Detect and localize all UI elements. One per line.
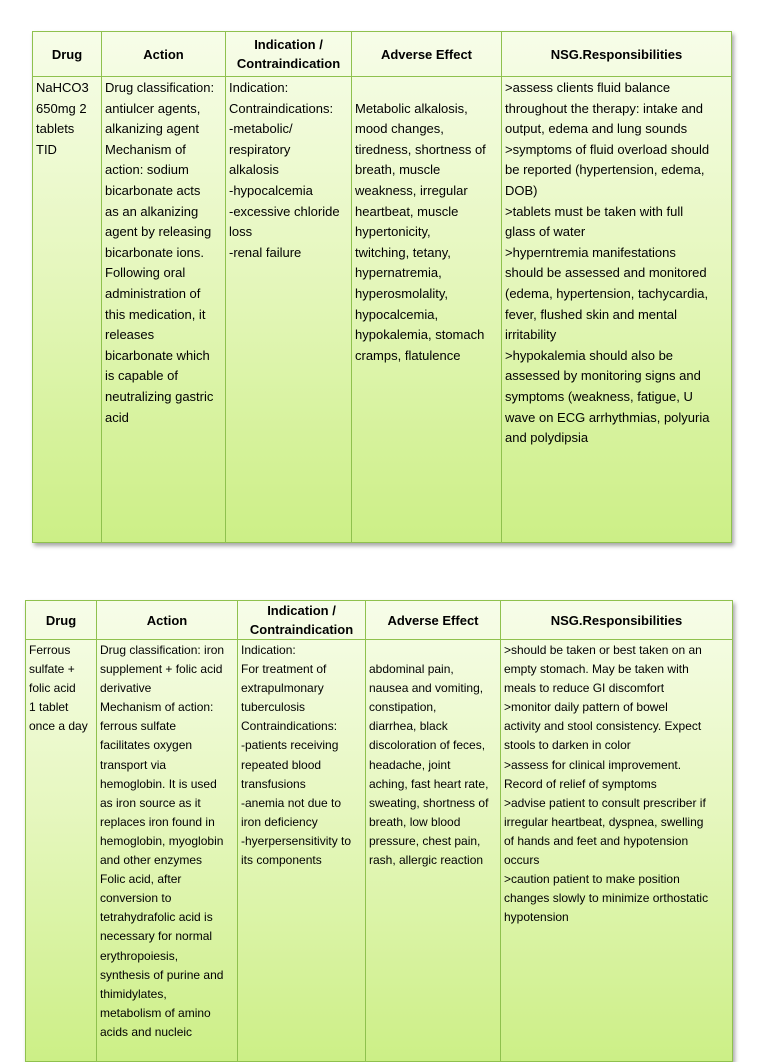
- cell-text-line: sulfate +: [29, 662, 75, 677]
- cell-text-line: its components: [241, 853, 322, 868]
- cell-text-line: sweating, shortness of: [369, 795, 489, 810]
- cell-text-line: breath, muscle: [355, 162, 441, 178]
- cell-nsg-responsibilities: [502, 77, 732, 543]
- cell-text-line: respiratory: [229, 141, 291, 157]
- cell-text-line: hypotension: [504, 910, 569, 925]
- cell-text-line: be reported (hypertension, edema,: [505, 162, 705, 178]
- cell-text-line: activity and stool consistency. Expect: [504, 719, 702, 734]
- cell-adverse-effect: [366, 640, 501, 1062]
- cell-text-line: heartbeat, muscle: [355, 203, 459, 219]
- cell-text-line: cramps, flatulence: [355, 347, 461, 363]
- cell-text-line: acids and nucleic: [100, 1024, 193, 1039]
- cell-text-line: twitching, tetany,: [355, 244, 451, 260]
- cell-text-line: derivative: [100, 681, 152, 696]
- cell-text-line: changes slowly to minimize orthostatic: [504, 891, 709, 906]
- cell-text-line: Metabolic alkalosis,: [355, 100, 468, 116]
- cell-text-line: >should be taken or best taken on an: [504, 643, 702, 657]
- cell-text-line: Indication:: [241, 643, 296, 657]
- cell-text-line: breath, low blood: [369, 814, 461, 829]
- cell-text-line: -patients receiving: [241, 738, 339, 753]
- header-action: Action: [97, 601, 238, 640]
- cell-text-line: tetrahydrafolic acid is: [100, 910, 213, 925]
- drug-table-sodium-bicarbonate: [32, 31, 732, 543]
- cell-text-line: TID: [36, 141, 57, 157]
- cell-text-line: and polydipsia: [505, 430, 589, 446]
- header-action: Action: [102, 32, 226, 77]
- cell-text-line: >monitor daily pattern of bowel: [504, 700, 668, 715]
- cell-text-line: -renal failure: [229, 244, 302, 260]
- table-row: [33, 77, 732, 543]
- cell-text-line: glass of water: [505, 224, 586, 240]
- cell-text-line: Drug classification: iron: [100, 643, 225, 657]
- cell-text-line: [355, 78, 498, 99]
- cell-text-line: Ferrous: [29, 643, 71, 657]
- cell-text-line: occurs: [504, 853, 540, 868]
- cell-text-line: meals to reduce GI discomfort: [504, 681, 665, 696]
- header-adverse-effect: Adverse Effect: [352, 32, 502, 77]
- cell-text-line: diarrhea, black: [369, 719, 448, 734]
- cell-text-line: headache, joint: [369, 757, 451, 772]
- cell-text-line: pressure, chest pain,: [369, 833, 481, 848]
- cell-text-line: abdominal pain,: [369, 662, 454, 677]
- cell-drug: [26, 640, 97, 1062]
- cell-text-line: Following oral: [105, 265, 186, 281]
- cell-text-line: -hyerpersensitivity to: [241, 833, 352, 848]
- cell-text-line: tablets: [36, 121, 75, 137]
- cell-text-line: Contraindications:: [241, 719, 338, 734]
- header-adverse-effect: Adverse Effect: [366, 601, 501, 640]
- cell-text-line: synthesis of purine and: [100, 967, 224, 982]
- header-nsg-responsibilities: NSG.Responsibilities: [501, 601, 733, 640]
- cell-text-line: For treatment of: [241, 662, 327, 677]
- cell-text-line: >symptoms of fluid overload should: [505, 141, 710, 157]
- cell-text-line: administration of: [105, 285, 201, 301]
- cell-text-line: loss: [229, 224, 253, 240]
- cell-text-line: alkalosis: [229, 162, 279, 178]
- cell-text-line: 650mg 2: [36, 100, 87, 116]
- header-nsg-responsibilities: NSG.Responsibilities: [502, 32, 732, 77]
- cell-text-line: >assess for clinical improvement.: [504, 757, 682, 772]
- cell-text-line: tiredness, shortness of: [355, 141, 486, 157]
- cell-text-line: Record of relief of symptoms: [504, 776, 657, 791]
- cell-text-line: folic acid: [29, 681, 76, 696]
- cell-text-line: once a day: [29, 719, 88, 734]
- cell-text-line: acid: [105, 409, 129, 425]
- cell-text-line: >tablets must be taken with full: [505, 203, 684, 219]
- cell-text-line: symptoms (weakness, fatigue, U: [505, 388, 693, 404]
- cell-text-line: Indication:: [229, 80, 289, 95]
- table-row: [26, 640, 733, 1062]
- header-indication-contraindication: Indication / Contraindication: [238, 601, 366, 640]
- cell-text-line: irregular heartbeat, dyspnea, swelling: [504, 814, 704, 829]
- cell-text-line: as an alkanizing: [105, 203, 199, 219]
- cell-text-line: output, edema and lung sounds: [505, 121, 688, 137]
- cell-text-line: hemoglobin, myoglobin: [100, 833, 224, 848]
- cell-text-line: action: sodium: [105, 162, 189, 178]
- cell-nsg-responsibilities: [501, 640, 733, 1062]
- table-header-row: [26, 601, 733, 640]
- table-header-row: [33, 32, 732, 77]
- cell-text-line: of hands and feet and hypotension: [504, 833, 689, 848]
- cell-text-line: and other enzymes: [100, 853, 203, 868]
- cell-text-line: rash, allergic reaction: [369, 853, 484, 868]
- cell-text-line: >caution patient to make position: [504, 872, 680, 887]
- cell-text-line: fever, flushed skin and mental: [505, 306, 677, 322]
- cell-text-line: repeated blood: [241, 757, 322, 772]
- cell-text-line: is capable of: [105, 368, 178, 384]
- cell-text-line: bicarbonate acts: [105, 182, 201, 198]
- cell-text-line: bicarbonate ions.: [105, 244, 205, 260]
- header-drug: Drug: [26, 601, 97, 640]
- cell-indication: [238, 640, 366, 1062]
- cell-text-line: Mechanism of action:: [100, 700, 214, 715]
- cell-text-line: antiulcer agents,: [105, 100, 201, 116]
- cell-text-line: ferrous sulfate: [100, 719, 177, 734]
- cell-drug: [33, 77, 102, 543]
- cell-text-line: transfusions: [241, 776, 306, 791]
- cell-text-line: metabolism of amino: [100, 1005, 211, 1020]
- cell-text-line: hypokalemia, stomach: [355, 327, 485, 343]
- cell-action: [102, 77, 226, 543]
- cell-text-line: >advise patient to consult prescriber if: [504, 795, 706, 810]
- cell-text-line: thimidylates,: [100, 986, 167, 1001]
- cell-text-line: this medication, it: [105, 306, 206, 322]
- cell-text-line: transport via: [100, 757, 167, 772]
- drug-table-ferrous-sulfate: [25, 600, 733, 1062]
- cell-text-line: hyperosmolality,: [355, 285, 448, 301]
- cell-text-line: irritability: [505, 327, 557, 343]
- cell-text-line: wave on ECG arrhythmias, polyuria: [505, 409, 710, 425]
- cell-text-line: -metabolic/: [229, 121, 293, 137]
- header-indication-contraindication: Indication / Contraindication: [226, 32, 352, 77]
- cell-text-line: >assess clients fluid balance: [505, 80, 671, 95]
- cell-text-line: NaHCO3: [36, 80, 89, 95]
- cell-text-line: weakness, irregular: [355, 182, 468, 198]
- cell-text-line: hemoglobin. It is used: [100, 776, 217, 791]
- cell-text-line: (edema, hypertension, tachycardia,: [505, 285, 709, 301]
- cell-text-line: tuberculosis: [241, 700, 306, 715]
- cell-action: [97, 640, 238, 1062]
- cell-text-line: agent by releasing: [105, 224, 212, 240]
- cell-text-line: bicarbonate which: [105, 347, 210, 363]
- cell-text-line: [369, 641, 497, 660]
- cell-text-line: hypocalcemia,: [355, 306, 439, 322]
- cell-text-line: hypertonicity,: [355, 224, 431, 240]
- cell-text-line: >hypokalemia should also be: [505, 347, 674, 363]
- cell-text-line: erythropoiesis,: [100, 948, 179, 963]
- cell-text-line: iron deficiency: [241, 814, 318, 829]
- cell-text-line: constipation,: [369, 700, 437, 715]
- cell-text-line: aching, fast heart rate,: [369, 776, 489, 791]
- cell-text-line: DOB): [505, 182, 538, 198]
- cell-text-line: replaces iron found in: [100, 814, 215, 829]
- cell-text-line: nausea and vomiting,: [369, 681, 484, 696]
- cell-text-line: necessary for normal: [100, 929, 213, 944]
- cell-text-line: empty stomach. May be taken with: [504, 662, 689, 677]
- cell-text-line: assessed by monitoring signs and: [505, 368, 701, 384]
- cell-indication: [226, 77, 352, 543]
- cell-text-line: neutralizing gastric: [105, 388, 214, 404]
- cell-text-line: -hypocalcemia: [229, 182, 313, 198]
- cell-text-line: should be assessed and monitored: [505, 265, 707, 281]
- cell-text-line: Drug classification:: [105, 80, 215, 95]
- cell-text-line: -anemia not due to: [241, 795, 342, 810]
- cell-text-line: facilitates oxygen: [100, 738, 193, 753]
- cell-text-line: 1 tablet: [29, 700, 69, 715]
- cell-text-line: releases: [105, 327, 155, 343]
- header-drug: Drug: [33, 32, 102, 77]
- cell-text-line: as iron source as it: [100, 795, 201, 810]
- cell-text-line: supplement + folic acid: [100, 662, 223, 677]
- cell-text-line: alkanizing agent: [105, 121, 199, 137]
- cell-text-line: Folic acid, after: [100, 872, 182, 887]
- cell-text-line: stools to darken in color: [504, 738, 631, 753]
- cell-adverse-effect: [352, 77, 502, 543]
- cell-text-line: >hyperntremia manifestations: [505, 244, 676, 260]
- cell-text-line: mood changes,: [355, 121, 444, 137]
- cell-text-line: Contraindications:: [229, 100, 334, 116]
- cell-text-line: conversion to: [100, 891, 172, 906]
- cell-text-line: Mechanism of: [105, 141, 186, 157]
- cell-text-line: discoloration of feces,: [369, 738, 486, 753]
- cell-text-line: hypernatremia,: [355, 265, 442, 281]
- cell-text-line: throughout the therapy: intake and: [505, 100, 704, 116]
- cell-text-line: -excessive chloride: [229, 203, 340, 219]
- cell-text-line: extrapulmonary: [241, 681, 324, 696]
